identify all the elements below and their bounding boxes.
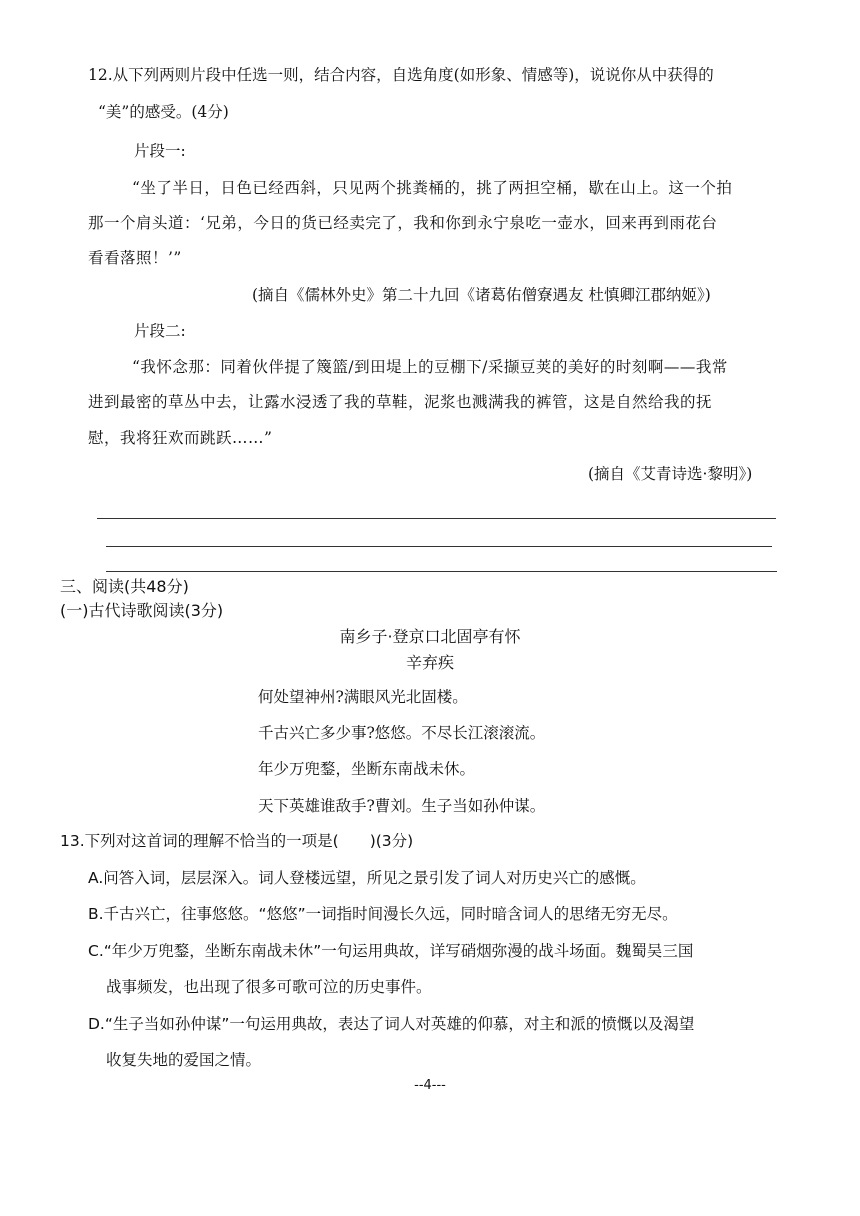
q13-option-d-line2: 收复失地的爱国之情。: [106, 1051, 262, 1069]
fragment2-text-line3: 慰，我将狂欢而跳跃……”: [88, 429, 273, 447]
fragment2-label: 片段二:: [134, 322, 186, 340]
section-subheading: (一)古代诗歌阅读(3分): [60, 601, 224, 620]
fragment1-source: (摘自《儒林外史》第二十九回《诸葛佑僧寮遇友 杜慎卿江郡纳姬》): [252, 286, 711, 304]
fragment2-source: (摘自《艾青诗选·黎明》): [588, 465, 753, 483]
q13-option-d-line1: D.“生子当如孙仲谋”一句运用典故，表达了词人对英雄的仰慕，对主和派的愤慨以及渴望: [88, 1015, 695, 1033]
poem-line-2: 千古兴亡多少事?悠悠。不尽长江滚滚流。: [258, 724, 546, 742]
q12-stem-line2: “美”的感受。(4分): [98, 103, 229, 121]
fragment1-label: 片段一:: [134, 142, 186, 160]
q13-option-a: A.问答入词，层层深入。词人登楼远望，所见之景引发了词人对历史兴亡的感慨。: [88, 869, 646, 887]
fragment1-text-line1: “坐了半日，日色已经西斜，只见两个挑粪桶的，挑了两担空桶，歇在山上。这一个拍: [132, 179, 733, 197]
q13-option-c-line2: 战事频发，也出现了很多可歌可泣的历史事件。: [106, 978, 432, 996]
fragment1-text-line2: 那一个肩头道：‘兄弟，今日的货已经卖完了，我和你到永宁泉吃一壶水，回来再到雨花台: [88, 214, 718, 232]
fragment1-text-line3: 看看落照！’”: [88, 249, 182, 267]
q13-option-c-line1: C.“年少万兜鍪，坐断东南战未休”一句运用典故，详写硝烟弥漫的战斗场面。魏蜀吴三国: [88, 942, 694, 960]
poem-line-3: 年少万兜鍪，坐断东南战未休。: [258, 760, 476, 778]
poem-line-1: 何处望神州?满眼风光北固楼。: [258, 688, 468, 706]
fragment2-text-line2: 进到最密的草丛中去，让露水浸透了我的草鞋，泥浆也溅满我的裤管，这是自然给我的抚: [88, 393, 713, 411]
q13-option-b: B.千古兴亡，往事悠悠。“悠悠”一词指时间漫长久远，同时暗含词人的思绪无穷无尽。: [88, 905, 678, 923]
poem-title: 南乡子·登京口北固亭有怀: [339, 627, 521, 646]
poem-author: 辛弃疾: [405, 653, 454, 672]
q12-stem-line1: 12.从下列两则片段中任选一则，结合内容，自选角度(如形象、情感等)，说说你从中获得的: [88, 66, 714, 84]
fragment2-text-line1: “我怀念那：同着伙伴提了篾篮/到田堤上的豆棚下/采撷豆荚的美好的时刻啊——我常: [132, 358, 728, 376]
page-number: --4---: [414, 1078, 446, 1093]
poem-line-4: 天下英雄谁敌手?曹刘。生子当如孙仲谋。: [258, 797, 546, 815]
q13-stem: 13.下列对这首词的理解不恰当的一项是( )(3分): [60, 832, 414, 850]
section-heading: 三、阅读(共48分): [60, 577, 189, 596]
answer-line-3[interactable]: [106, 571, 777, 572]
answer-line-2[interactable]: [106, 546, 772, 547]
answer-line-1[interactable]: [97, 518, 776, 519]
